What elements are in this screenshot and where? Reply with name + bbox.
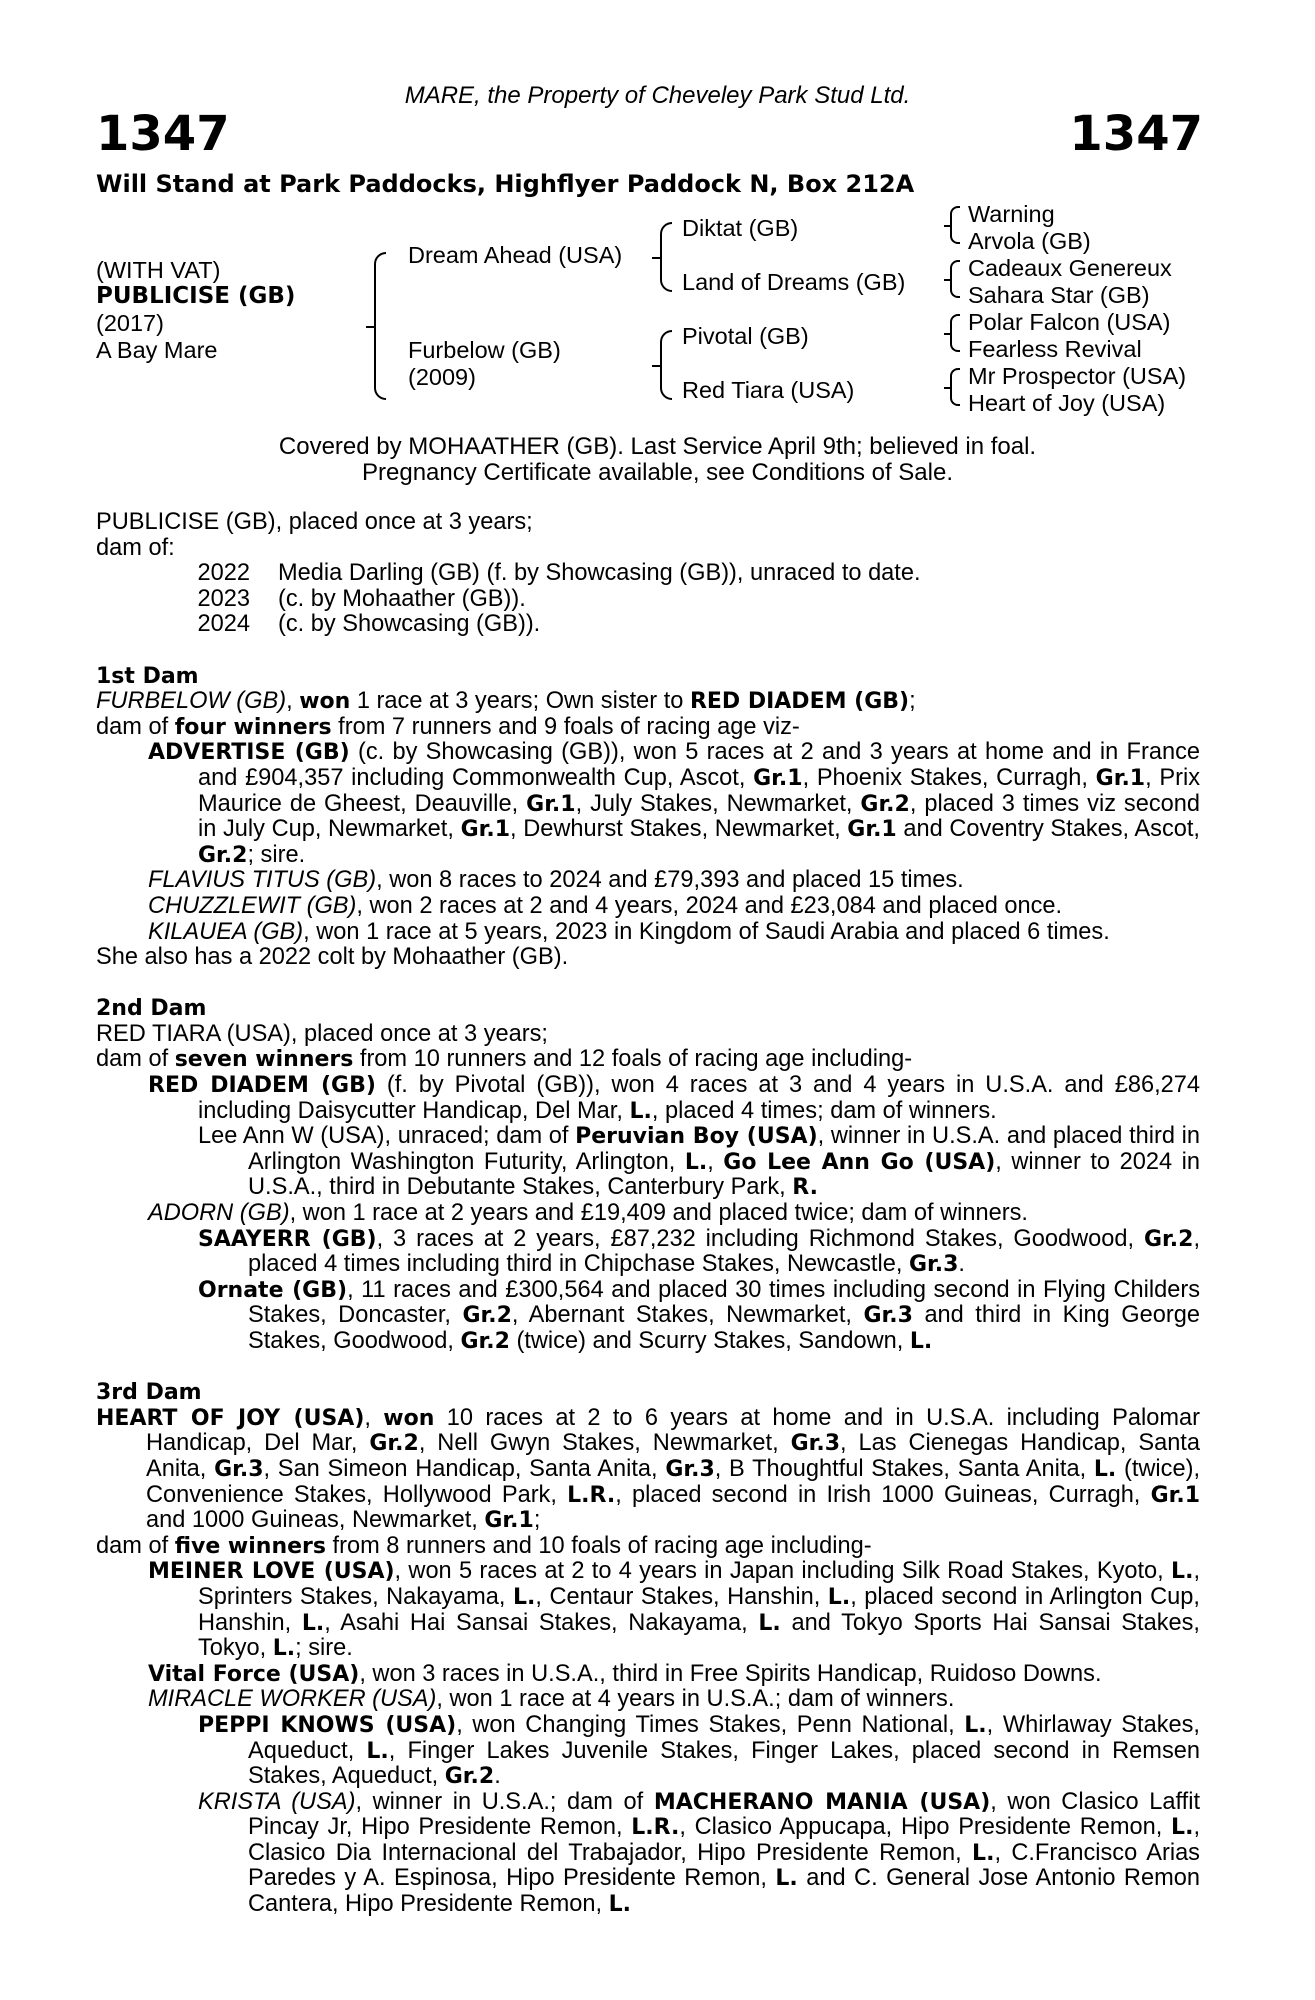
brace-g3-4 (950, 368, 960, 406)
dam-dam: Red Tiara (USA) (682, 377, 855, 403)
dam1-runner-advertise: ADVERTISE (GB) (c. by Showcasing (GB)), won 5 races at 2 and 3 years at home and in France and £904,357 including Commonwealth Cup, Ascot, Gr.1, Phoenix Stakes, Curragh, Gr.1, Prix Maurice de Gheest, Deauville, Gr.1, July Stakes, Newmarket, Gr.2, placed 3 times viz second in July Cup, Newmarket, Gr.1, Dewhurst Stakes, Newmarket, Gr.1 and Coventry Stakes, Ascot, Gr.2; sire. (148, 739, 1201, 868)
dam2-summary: RED TIARA (USA), placed once at 3 years; (96, 1020, 548, 1047)
sire-sire: Diktat (GB) (682, 215, 799, 241)
dam3-runner-miracle-worker: MIRACLE WORKER (USA), won 1 race at 4 years in U.S.A.; dam of winners. (148, 1686, 955, 1713)
dam2-saayerr: SAAYERR (GB), 3 races at 2 years, £87,232 including Richmond Stakes, Goodwood, Gr.2, placed 4 times including third in Chipchase Stakes, Newcastle, Gr.3. (198, 1225, 1200, 1278)
gg-ddd: Heart of Joy (USA) (968, 390, 1166, 416)
brace-g3-3 (950, 314, 960, 352)
dam1-summary: FURBELOW (GB), won 1 race at 3 years; Own sister to RED DIADEM (GB); (96, 688, 916, 715)
gg-dds: Mr Prospector (USA) (968, 363, 1187, 389)
section-heading-1st-dam: 1st Dam (96, 663, 199, 689)
section-heading-3rd-dam: 3rd Dam (96, 1380, 202, 1406)
brace-g3-1 (950, 206, 960, 244)
dam1-produce-summary: dam of four winners from 7 runners and 9 foals of racing age viz- (96, 713, 800, 740)
brace-gen1 (374, 252, 386, 400)
dam-sire: Pivotal (GB) (682, 323, 809, 349)
produce-row: 2022 Media Darling (GB) (f. by Showcasing (GB)), unraced to date. (197, 560, 921, 587)
dam3-peppi-knows: PEPPI KNOWS (USA), won Changing Times Stakes, Penn National, L., Whirlaway Stakes, Aqueduct, L., Finger Lakes Juvenile Stakes, Finger Lakes, placed second in Remsen Stakes, Aqueduct, Gr.2. (198, 1711, 1200, 1790)
gg-ssd: Arvola (GB) (968, 228, 1091, 254)
brace-sire-line (660, 222, 672, 292)
produce-row: 2023 (c. by Mohaather (GB)). (197, 585, 526, 612)
stand-location: Will Stand at Park Paddocks, Highflyer Paddock N, Box 212A (96, 170, 915, 198)
intro-line: PUBLICISE (GB), placed once at 3 years; (96, 509, 533, 535)
dam2-runner-adorn: ADORN (GB), won 1 race at 2 years and £19,409 and placed twice; dam of winners. (148, 1200, 1028, 1227)
mare-description: A Bay Mare (96, 337, 218, 363)
lot-number-left: 1347 (96, 106, 230, 162)
dam-year: (2009) (408, 364, 476, 390)
dam2-lee-ann-w: Lee Ann W (USA), unraced; dam of Peruvian Boy (USA), winner in U.S.A. and placed third in Arlington Washington Futurity, Arlington, L., Go Lee Ann Go (USA), winner to 2024 in U.S.A., third in Debutante Stakes, Canterbury Park, R. (198, 1123, 1200, 1201)
dam2-ornate: Ornate (GB), 11 races and £300,564 and placed 30 times including second in Flying Childers Stakes, Doncaster, Gr.2, Abernant Stakes, Newmarket, Gr.3 and third in King George Stakes, Goodwood, Gr.2 (twice) and Scurry Stakes, Sandown, L. (198, 1276, 1201, 1354)
lot-number-right: 1347 (1069, 106, 1203, 162)
produce-row: 2024 (c. by Showcasing (GB)). (197, 611, 541, 638)
brace-dam-line (660, 330, 672, 400)
catalogue-body (96, 510, 1200, 1918)
gg-dsd: Fearless Revival (968, 336, 1142, 362)
mare-name: PUBLICISE (GB) (96, 283, 296, 309)
dam1-runner-chuzzlewit: CHUZZLEWIT (GB), won 2 races at 2 and 4 years, 2024 and £23,084 and placed once. (148, 892, 1063, 919)
dam-name: Furbelow (GB) (408, 337, 561, 363)
section-heading-2nd-dam: 2nd Dam (96, 996, 207, 1022)
sire-dam: Land of Dreams (GB) (682, 269, 906, 295)
dam3-produce-summary: dam of five winners from 8 runners and 10 foals of racing age including- (96, 1532, 872, 1559)
covered-line-1: Covered by MOHAATHER (GB). Last Service April 9th; believed in foal. (278, 433, 1037, 460)
dam3-krista: KRISTA (USA), winner in U.S.A.; dam of MACHERANO MANIA (USA), won Clasico Laffit Pincay Jr, Hipo Presidente Remon, L.R., Clasico Appucapa, Hipo Presidente Remon, L., Clasico Dia Internacional del Trabajador, Hipo Presidente Remon, L., C.Francisco Arias Paredes y A. Espinosa, Hipo Presidente Remon, L. and C. General Jose Antonio Remon Cantera, Hipo Presidente Remon, L. (198, 1788, 1201, 1918)
gg-sdd: Sahara Star (GB) (968, 282, 1150, 308)
intro-dam-of: dam of: (96, 534, 175, 561)
dam1-runner-flavius: FLAVIUS TITUS (GB), won 8 races to 2024 and £79,393 and placed 15 times. (148, 867, 964, 894)
dam2-runner-red-diadem: RED DIADEM (GB) (f. by Pivotal (GB)), won 4 races at 3 and 4 years in U.S.A. and £86,274 including Daisycutter Handicap, Del Mar, L., placed 4 times; dam of winners. (148, 1072, 1201, 1124)
brace-g3-2 (950, 260, 960, 298)
property-line: MARE, the Property of Cheveley Park Stud Ltd. (404, 82, 911, 109)
gg-sds: Cadeaux Genereux (968, 255, 1172, 281)
covered-line-2: Pregnancy Certificate available, see Conditions of Sale. (362, 459, 953, 486)
gg-sss: Warning (968, 201, 1055, 227)
mare-year: (2017) (96, 310, 164, 336)
gg-dss: Polar Falcon (USA) (968, 309, 1171, 335)
vat-note: (WITH VAT) (96, 257, 221, 283)
sire-name: Dream Ahead (USA) (408, 242, 623, 268)
dam2-produce-summary: dam of seven winners from 10 runners and 12 foals of racing age including- (96, 1046, 913, 1073)
dam1-also: She also has a 2022 colt by Mohaather (GB). (96, 944, 569, 971)
dam1-runner-kilauea: KILAUEA (GB), won 1 race at 5 years, 2023 in Kingdom of Saudi Arabia and placed 6 times. (148, 918, 1110, 945)
dam3-runner-meiner-love: MEINER LOVE (USA), won 5 races at 2 to 4 years in Japan including Silk Road Stakes, Kyoto, L., Sprinters Stakes, Nakayama, L., Centaur Stakes, Hanshin, L., placed second in Arlington Cup, Hanshin, L., Asahi Hai Sansai Stakes, Nakayama, L. and Tokyo Sports Hai Sansai Stakes, Tokyo, L.; sire. (148, 1558, 1200, 1662)
dam3-summary: HEART OF JOY (USA), won 10 races at 2 to 6 years at home and in U.S.A. including Palomar Handicap, Del Mar, Gr.2, Nell Gwyn Stakes, Newmarket, Gr.3, Las Cienegas Handicap, Santa Anita, Gr.3, San Simeon Handicap, Santa Anita, Gr.3, B Thoughtful Stakes, Santa Anita, L. (twice), Convenience Stakes, Hollywood Park, L.R., placed second in Irish 1000 Guineas, Curragh, Gr.1 and 1000 Guineas, Newmarket, Gr.1; (96, 1404, 1200, 1534)
dam3-runner-vital-force: Vital Force (USA), won 3 races in U.S.A., third in Free Spirits Handicap, Ruidoso Downs. (148, 1660, 1102, 1687)
